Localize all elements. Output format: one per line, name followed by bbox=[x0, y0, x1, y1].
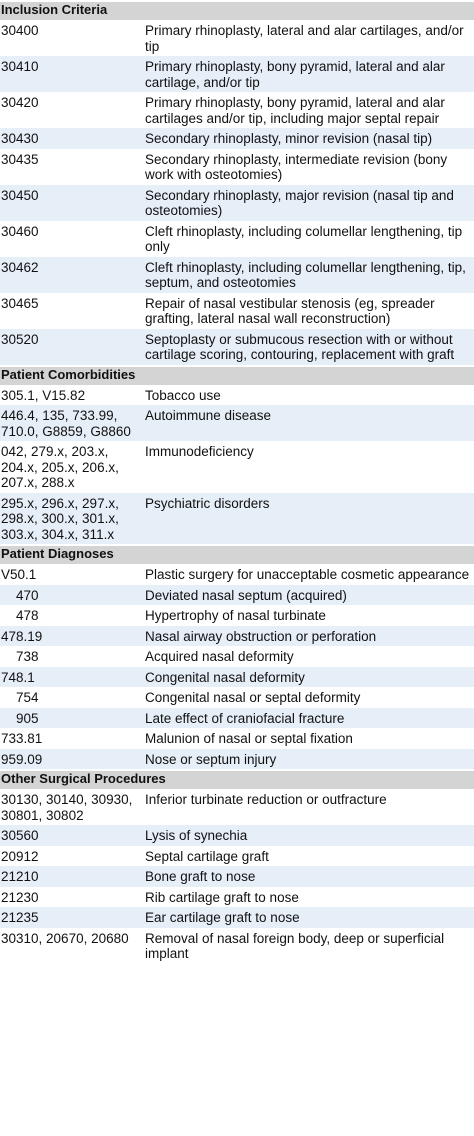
table-row bbox=[0, 728, 474, 749]
table-row bbox=[0, 605, 474, 626]
description-cell: Repair of nasal vestibular stenosis (eg, spreader grafting, lateral nasal wall reconstruction) bbox=[145, 295, 435, 326]
code-cell: 470 bbox=[1, 587, 39, 603]
table-row bbox=[0, 667, 474, 688]
table-row bbox=[0, 564, 474, 585]
table-row bbox=[0, 329, 474, 365]
description-cell: Secondary rhinoplasty, major revision (nasal tip and osteotomies) bbox=[145, 187, 454, 218]
code-cell: 21230 bbox=[1, 889, 39, 905]
description-cell: Inferior turbinate reduction or outfracture bbox=[145, 792, 387, 807]
code-cell: 30460 bbox=[1, 223, 39, 239]
table-row bbox=[0, 749, 474, 770]
description-cell: Cleft rhinoplasty, including columellar lengthening, tip only bbox=[145, 223, 463, 254]
description-cell: Ear cartilage graft to nose bbox=[145, 910, 300, 925]
description-cell: Plastic surgery for unacceptable cosmetic appearance bbox=[145, 567, 470, 582]
section-heading: Patient Comorbidities bbox=[0, 365, 474, 385]
code-cell: 959.09 bbox=[1, 751, 43, 767]
section-heading: Patient Diagnoses bbox=[0, 544, 474, 564]
code-cell: 733.81 bbox=[1, 731, 43, 746]
description-cell: Congenital nasal or septal deformity bbox=[145, 690, 361, 705]
code-cell: 748.1 bbox=[1, 669, 35, 685]
description-cell: Psychiatric disorders bbox=[145, 495, 270, 511]
table-row bbox=[0, 626, 474, 647]
table-row bbox=[0, 385, 474, 406]
code-cell: 30520 bbox=[1, 331, 39, 347]
code-cell: 478.19 bbox=[1, 628, 43, 644]
code-cell: 478 bbox=[1, 608, 39, 623]
description-cell: Malunion of nasal or septal fixation bbox=[145, 731, 353, 746]
description-cell: Primary rhinoplasty, lateral and alar cartilages, and/or tip bbox=[145, 23, 464, 54]
code-cell: 305.1, V15.82 bbox=[1, 387, 86, 403]
description-cell: Immunodeficiency bbox=[145, 444, 254, 459]
description-cell: Hypertrophy of nasal turbinate bbox=[145, 608, 326, 623]
code-cell: 30410 bbox=[1, 59, 39, 74]
code-cell: 30130, 30140, 30930, 30801, 30802 bbox=[1, 792, 133, 823]
code-cell: 042, 279.x, 203.x, 204.x, 205.x, 206.x, 207.x, 288.x bbox=[1, 444, 119, 490]
section-heading: Inclusion Criteria bbox=[0, 0, 474, 20]
table-row bbox=[0, 56, 474, 92]
description-cell: Rib cartilage graft to nose bbox=[145, 889, 299, 905]
description-cell: Secondary rhinoplasty, intermediate revision (bony work with osteotomies) bbox=[145, 151, 448, 182]
table-row bbox=[0, 825, 474, 846]
table-row bbox=[0, 846, 474, 867]
table-row bbox=[0, 185, 474, 221]
code-cell: V50.1 bbox=[1, 567, 37, 582]
code-cell: 20912 bbox=[1, 848, 39, 864]
description-cell: Septoplasty or submucous resection with or without cartilage scoring, contouring, replacement with graft bbox=[145, 331, 455, 362]
code-cell: 21210 bbox=[1, 869, 39, 884]
table-row bbox=[0, 907, 474, 928]
table-row bbox=[0, 493, 474, 545]
description-cell: Congenital nasal deformity bbox=[145, 669, 305, 685]
table-row bbox=[0, 405, 474, 441]
description-cell: Autoimmune disease bbox=[145, 408, 272, 423]
table-row bbox=[0, 257, 474, 293]
code-cell: 295.x, 296.x, 297.x, 298.x, 300.x, 301.x, 303.x, 304.x, 311.x bbox=[1, 495, 119, 542]
table-row bbox=[0, 646, 474, 667]
code-cell: 30435 bbox=[1, 151, 39, 167]
table-row bbox=[0, 221, 474, 257]
code-cell: 21235 bbox=[1, 910, 39, 925]
description-cell: Bone graft to nose bbox=[145, 869, 256, 884]
code-cell: 30430 bbox=[1, 131, 39, 146]
code-cell: 30310, 20670, 20680 bbox=[1, 930, 129, 946]
code-cell: 30465 bbox=[1, 295, 39, 311]
code-cell: 30400 bbox=[1, 23, 39, 38]
description-cell: Late effect of craniofacial fracture bbox=[145, 710, 345, 726]
section-heading: Other Surgical Procedures bbox=[0, 769, 474, 789]
code-cell: 754 bbox=[1, 690, 39, 705]
description-cell: Nasal airway obstruction or perforation bbox=[145, 628, 377, 644]
table-row bbox=[0, 585, 474, 606]
table-row bbox=[0, 92, 474, 128]
description-cell: Tobacco use bbox=[145, 387, 221, 403]
description-cell: Lysis of synechia bbox=[145, 828, 248, 843]
table-row bbox=[0, 866, 474, 887]
description-cell: Removal of nasal foreign body, deep or superficial implant bbox=[145, 930, 445, 961]
code-cell: 905 bbox=[1, 710, 39, 726]
table-row bbox=[0, 928, 474, 964]
table-row bbox=[0, 149, 474, 185]
table-row bbox=[0, 708, 474, 729]
table-row bbox=[0, 20, 474, 56]
code-cell: 30462 bbox=[1, 259, 39, 275]
description-cell: Primary rhinoplasty, bony pyramid, lateral and alar cartilages and/or tip, including major septal repair bbox=[145, 95, 445, 126]
table-row bbox=[0, 687, 474, 708]
code-cell: 738 bbox=[1, 649, 39, 664]
description-cell: Acquired nasal deformity bbox=[145, 649, 294, 664]
code-cell: 30420 bbox=[1, 95, 39, 110]
description-cell: Secondary rhinoplasty, minor revision (nasal tip) bbox=[145, 131, 433, 146]
description-cell: Septal cartilage graft bbox=[145, 848, 269, 864]
table-row bbox=[0, 887, 474, 908]
table-row bbox=[0, 293, 474, 329]
description-cell: Primary rhinoplasty, bony pyramid, lateral and alar cartilage, and/or tip bbox=[145, 59, 445, 90]
table-row bbox=[0, 789, 474, 825]
table-row bbox=[0, 128, 474, 149]
description-cell: Nose or septum injury bbox=[145, 751, 277, 767]
description-cell: Deviated nasal septum (acquired) bbox=[145, 587, 347, 603]
code-cell: 30560 bbox=[1, 828, 39, 843]
code-cell: 446.4, 135, 733.99, 710.0, G8859, G8860 bbox=[1, 408, 131, 439]
code-cell: 30450 bbox=[1, 187, 39, 203]
description-cell: Cleft rhinoplasty, including columellar lengthening, tip, septum, and osteotomies bbox=[145, 259, 466, 290]
table-row bbox=[0, 441, 474, 493]
